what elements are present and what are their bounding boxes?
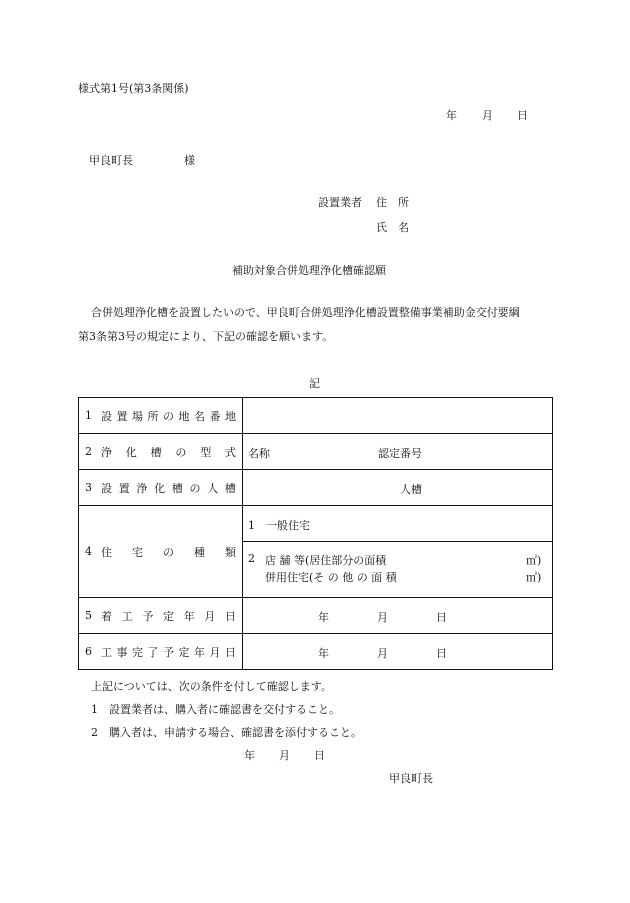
table-row xyxy=(79,634,553,670)
label-char: の xyxy=(175,445,187,459)
label-capacity xyxy=(101,480,236,496)
completion-year: 年 xyxy=(318,647,329,660)
confirmation-table xyxy=(78,397,553,670)
label-char: 地 xyxy=(178,409,190,423)
row-number: 2 xyxy=(85,445,92,458)
start-date-cell[interactable] xyxy=(243,598,553,634)
label-char: 設 xyxy=(101,481,112,495)
label-char: 名 xyxy=(194,409,205,423)
label-char: 工 xyxy=(121,609,133,623)
option-mixed-number: 2 xyxy=(248,552,255,565)
label-char: 置 xyxy=(116,409,128,423)
start-day: 日 xyxy=(436,611,447,624)
label-char: 化 xyxy=(154,481,166,495)
cert-number-label: 認定番号 xyxy=(378,447,422,460)
label-char: 所 xyxy=(147,409,159,423)
label-completion-date xyxy=(101,644,236,660)
housing-type-cell xyxy=(243,506,553,598)
label-char: の xyxy=(189,481,201,495)
row-label xyxy=(79,634,243,670)
label-char: 完 xyxy=(132,645,143,659)
start-month: 月 xyxy=(377,611,388,624)
capacity-unit: 人槽 xyxy=(400,483,422,496)
applicant-role: 設置業者 xyxy=(318,196,362,209)
label-char: 月 xyxy=(204,609,216,623)
date-day: 日 xyxy=(517,109,528,122)
condition-2: 2 購入者は、申請する場合、確認書を添付すること。 xyxy=(91,726,362,739)
label-char: の xyxy=(163,409,174,423)
area-unit-1: ㎡) xyxy=(526,554,542,567)
option-mixed-line-2: 併用住宅(そ の 他 の 面 積 xyxy=(265,571,397,584)
issue-date-day: 日 xyxy=(314,749,325,762)
start-year: 年 xyxy=(318,611,329,624)
date-month: 月 xyxy=(482,109,493,122)
ki-heading: 記 xyxy=(309,377,320,390)
addressee-name: 甲良町長 xyxy=(89,154,133,167)
label-char: 人 xyxy=(207,481,219,495)
tank-name-label: 名称 xyxy=(248,447,270,460)
label-housing-type xyxy=(101,544,236,560)
label-char: 型 xyxy=(200,445,212,459)
label-char: 浄 xyxy=(136,481,148,495)
label-char: 式 xyxy=(224,445,236,459)
issue-date-month: 月 xyxy=(279,749,290,762)
label-char: 了 xyxy=(147,645,159,659)
row-label xyxy=(79,470,243,506)
option-general-housing: 1 一般住宅 xyxy=(248,519,310,532)
label-char: 定 xyxy=(162,609,174,623)
body-line-2: 第3条第3号の規定により、下記の確認を願います。 xyxy=(78,330,334,343)
label-char: 地 xyxy=(225,409,236,423)
label-location xyxy=(101,408,236,424)
label-char: 浄 xyxy=(101,445,112,459)
table-row xyxy=(79,434,553,470)
label-char: 予 xyxy=(163,645,174,659)
date-year: 年 xyxy=(446,109,457,122)
table-row xyxy=(79,470,553,506)
label-char: 定 xyxy=(178,645,190,659)
label-char: 類 xyxy=(225,545,236,559)
housing-option-general[interactable] xyxy=(243,506,552,541)
condition-1: 1 設置業者は、購入者に確認書を交付すること。 xyxy=(91,703,340,716)
label-char: 場 xyxy=(132,409,143,423)
applicant-address-label: 住 所 xyxy=(376,196,409,209)
completion-month: 月 xyxy=(377,647,388,660)
label-char: 日 xyxy=(225,645,236,659)
issue-date-year: 年 xyxy=(244,749,255,762)
label-char: 住 xyxy=(101,545,112,559)
label-char: 日 xyxy=(224,609,236,623)
conditions-intro: 上記については、次の条件を付して確認します。 xyxy=(91,680,332,693)
label-char: 槽 xyxy=(171,481,183,495)
label-char: 槽 xyxy=(224,481,236,495)
area-unit-2: ㎡) xyxy=(526,571,542,584)
label-char: 置 xyxy=(118,481,130,495)
document-title: 補助対象合併処理浄化槽確認願 xyxy=(232,264,386,277)
option-mixed-line-1: 店 舗 等(居住部分の面積 xyxy=(265,554,387,567)
label-char: 年 xyxy=(194,645,205,659)
addressee-honorific: 様 xyxy=(184,154,195,167)
applicant-name-label: 氏 名 xyxy=(376,221,409,234)
completion-date-cell[interactable] xyxy=(243,634,553,670)
label-char: 工 xyxy=(101,645,112,659)
issuer-name: 甲良町長 xyxy=(389,772,433,785)
label-char: 月 xyxy=(209,645,221,659)
row-number: 5 xyxy=(85,609,92,622)
table-row xyxy=(79,398,553,434)
row-number: 6 xyxy=(85,645,92,658)
label-char: 着 xyxy=(101,609,112,623)
housing-option-mixed[interactable] xyxy=(243,541,552,597)
row-number: 1 xyxy=(85,409,92,422)
completion-day: 日 xyxy=(436,647,447,660)
table-row xyxy=(79,598,553,634)
label-char: 番 xyxy=(209,409,221,423)
label-char: 槽 xyxy=(150,445,162,459)
label-char: 事 xyxy=(116,645,128,659)
label-start-date xyxy=(101,608,236,624)
location-value-cell[interactable] xyxy=(243,398,553,434)
row-number: 4 xyxy=(85,545,92,558)
row-label xyxy=(79,598,243,634)
tank-model-value-cell[interactable] xyxy=(243,434,553,470)
capacity-value-cell[interactable] xyxy=(243,470,553,506)
row-label xyxy=(79,434,243,470)
row-number: 3 xyxy=(85,481,92,494)
label-char: 年 xyxy=(183,609,195,623)
label-char: の xyxy=(163,545,174,559)
form-number: 様式第1号(第3条関係) xyxy=(78,82,189,95)
label-char: 設 xyxy=(101,409,112,423)
row-label xyxy=(79,506,243,598)
table-row xyxy=(79,506,553,598)
label-char: 予 xyxy=(142,609,154,623)
label-tank-model xyxy=(101,444,236,460)
row-label xyxy=(79,398,243,434)
label-char: 化 xyxy=(125,445,137,459)
label-char: 種 xyxy=(194,545,205,559)
label-char: 宅 xyxy=(132,545,143,559)
body-line-1: 合併処理浄化槽を設置したいので、甲良町合併処理浄化槽設置整備事業補助金交付要綱 xyxy=(91,306,520,319)
